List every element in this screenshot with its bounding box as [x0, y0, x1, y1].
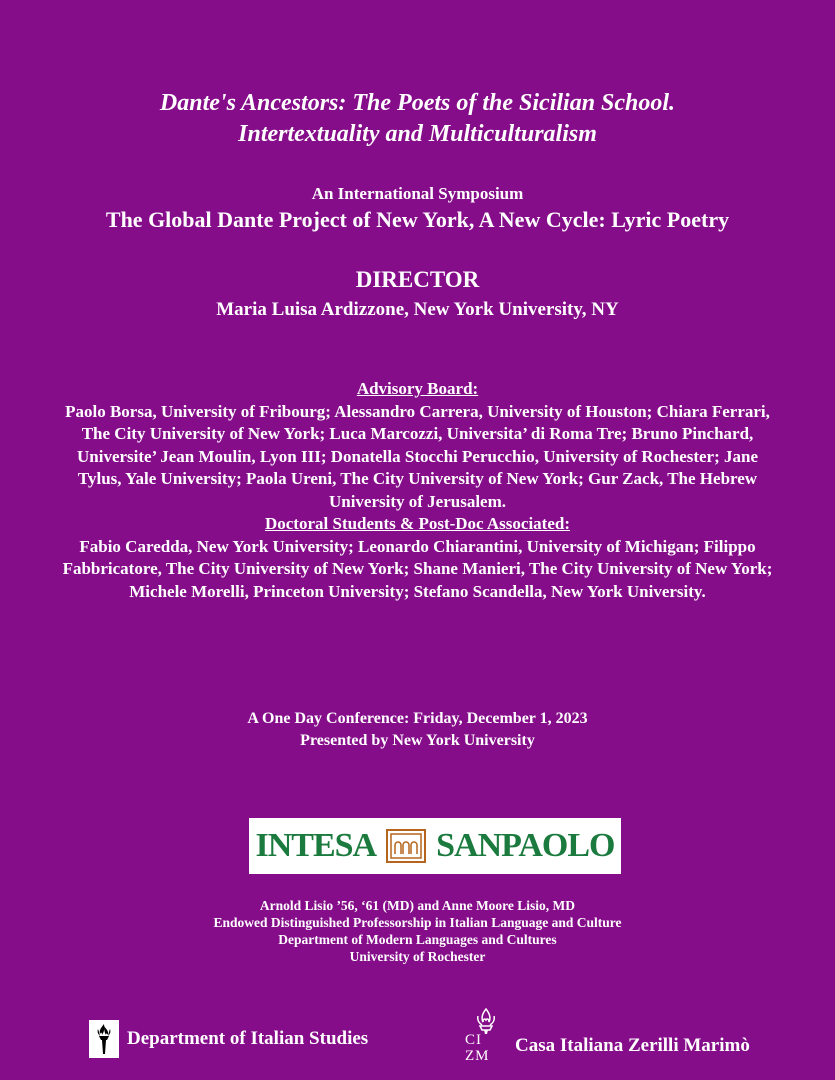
logo-word-intesa: INTESA: [255, 827, 377, 864]
presented-by: Presented by New York University: [300, 732, 535, 749]
casa-italiana: [465, 1008, 750, 1070]
logo-word-sanpaolo: SANPAOLO: [436, 827, 615, 864]
department-italian-studies: [89, 1020, 368, 1058]
event-title: [0, 88, 835, 150]
director-label: DIRECTOR: [355, 267, 480, 292]
intesa-sanpaolo-logo: [249, 818, 621, 874]
cizm-letters: [465, 1032, 505, 1064]
symposium-subtitle: An International Symposium: [311, 184, 524, 203]
arches-icon: [386, 829, 426, 863]
doctoral-members: Fabio Caredda, New York University; Leonardo Chiarantini, University of Michigan; Filippo Fabbricatore, The City University of New York; Shane Manieri, The City University of New York; Michele Morelli, Princeton University; Stefano Scandella, New York University.: [62, 536, 773, 601]
symposium-name: The Global Dante Project of New York, A New Cycle: Lyric Poetry: [105, 207, 730, 232]
cizm-letters-bottom: ZM: [465, 1048, 490, 1064]
advisory-section: [60, 378, 775, 603]
doctoral-heading: Doctoral Students & Post-Doc Associated:: [264, 514, 571, 533]
conference-info: [0, 708, 835, 752]
endowment-credits: [0, 897, 835, 965]
department-name: Department of Italian Studies: [127, 1028, 369, 1049]
advisory-board-members: Paolo Borsa, University of Fribourg; Alessandro Carrera, University of Houston; Chiara Ferrari, The City University of New York; Luca Marcozzi, Universita’ di Roma Tre; Bruno Pinchard, Universite’ Jean Moulin, Lyon III; Donatella Stocchi Perucchio, University of Rochester; Jane Tylus, Yale University; Paola Ureni, The City University of New York; Gur Zack, The Hebrew University of Jerusalem.: [65, 401, 770, 511]
event-title-line-1: Dante's Ancestors: The Poets of the Sicilian School.: [159, 90, 676, 116]
flame-icon: [471, 1008, 501, 1034]
conference-date: A One Day Conference: Friday, December 1, 2023: [247, 710, 588, 727]
cizm-logo: [465, 1008, 505, 1070]
casa-italiana-name: Casa Italiana Zerilli Marimò: [515, 1035, 750, 1056]
endowment-line-4: University of Rochester: [349, 949, 486, 964]
event-title-line-2: Intertextuality and Multiculturalism: [238, 121, 597, 147]
endowment-line-1: Arnold Lisio ’56, ‘61 (MD) and Anne Moore Lisio, MD: [259, 898, 576, 913]
endowment-line-2: Endowed Distinguished Professorship in Italian Language and Culture: [213, 915, 622, 930]
director-name: Maria Luisa Ardizzone, New York University, NY: [216, 299, 619, 320]
torch-icon: [93, 1023, 115, 1055]
cizm-letters-top: CI: [465, 1032, 482, 1048]
nyu-torch-icon: [89, 1020, 119, 1058]
advisory-board-heading: Advisory Board:: [356, 379, 479, 398]
endowment-line-3: Department of Modern Languages and Cultures: [278, 932, 557, 947]
